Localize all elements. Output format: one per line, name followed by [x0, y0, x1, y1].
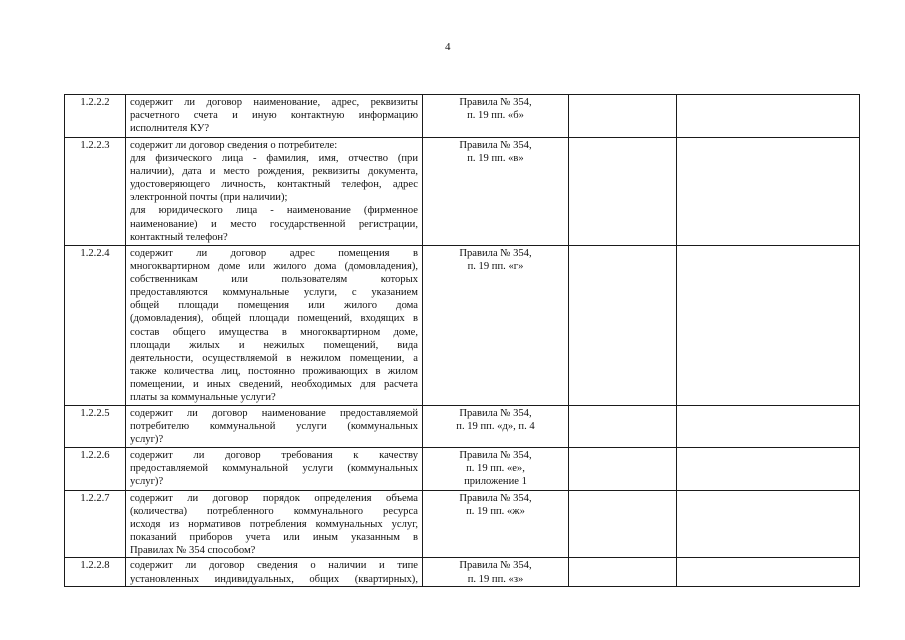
question-line: площади жилых и нежилых помещений, вида: [130, 339, 418, 351]
answer-cell: [569, 406, 677, 448]
question-cell: [126, 95, 423, 138]
question-line: предоставляемой коммунальной услуги (коммунальных: [130, 463, 418, 475]
answer-cell: [569, 558, 677, 586]
question-line: наличии), дата и место рождения, реквизиты документа,: [130, 166, 418, 178]
legal-reference-cell: [423, 95, 569, 138]
question-line: контактный телефон?: [130, 231, 228, 243]
question-line: установленных индивидуальных, общих (квартирных),: [130, 573, 418, 585]
question-line: потребителю коммунальной услуги (коммунальных: [130, 421, 418, 433]
item-number: 1.2.2.3: [65, 138, 126, 246]
legal-reference-line: Правила № 354,: [459, 450, 532, 461]
legal-reference-line: Правила № 354,: [459, 493, 532, 504]
inspection-checklist-table: [64, 94, 860, 587]
question-line: наименование) и место государственной регистрации,: [130, 218, 418, 230]
notes-cell: [677, 138, 860, 246]
question-line: содержит ли договор наименование, адрес, реквизиты: [130, 97, 418, 108]
table-row: [65, 406, 860, 448]
question-line: расчетного счета и иную контактную информацию: [130, 110, 418, 122]
table-row: [65, 138, 860, 246]
question-line: для физического лица - фамилия, имя, отчество (при: [130, 153, 418, 165]
answer-cell: [569, 491, 677, 558]
answer-cell: [569, 448, 677, 491]
question-line: услуг)?: [130, 476, 164, 488]
table-row: [65, 448, 860, 491]
question-cell: [126, 406, 423, 448]
table-row: [65, 558, 860, 586]
question-line: содержит ли договор порядок определения объема: [130, 493, 418, 504]
table-row: [65, 491, 860, 558]
legal-reference-cell: [423, 491, 569, 558]
legal-reference-line: п. 19 пп. «ж»: [466, 506, 525, 518]
question-line: содержит ли договор адрес помещения в: [130, 248, 418, 259]
question-line: услуг)?: [130, 434, 164, 446]
question-line: содержит ли договор наименование предоставляемой: [130, 408, 418, 419]
notes-cell: [677, 95, 860, 138]
legal-reference-line: приложение 1: [464, 476, 527, 488]
table-row: [65, 95, 860, 138]
question-line: Правилах № 354 способом?: [130, 545, 256, 557]
question-line: показаний приборов учета или иным указанным в: [130, 532, 418, 544]
legal-reference-cell: [423, 406, 569, 448]
legal-reference-line: Правила № 354,: [459, 140, 532, 151]
question-line: также количества лиц, постоянно проживающих в жилом: [130, 365, 418, 377]
legal-reference-line: Правила № 354,: [459, 408, 532, 419]
question-cell: [126, 246, 423, 406]
question-line: предоставляются коммунальные услуги, с указанием: [130, 287, 418, 299]
item-number: 1.2.2.6: [65, 448, 126, 491]
question-line: для юридического лица - наименование (фирменное: [130, 205, 418, 217]
legal-reference-line: п. 19 пп. «г»: [467, 261, 524, 273]
question-line: содержит ли договор сведения о потребителе:: [130, 140, 338, 151]
question-line: электронной почты (при наличии);: [130, 192, 288, 204]
question-cell: [126, 448, 423, 491]
notes-cell: [677, 246, 860, 406]
answer-cell: [569, 95, 677, 138]
legal-reference-line: Правила № 354,: [459, 248, 532, 259]
notes-cell: [677, 491, 860, 558]
question-line: состав общего имущества в многоквартирном доме,: [130, 326, 418, 338]
question-cell: [126, 558, 423, 586]
question-line: (количества) потребленного коммунального ресурса: [130, 506, 418, 518]
legal-reference-line: Правила № 354,: [459, 560, 532, 572]
item-number: 1.2.2.7: [65, 491, 126, 558]
question-line: собственникам или пользователям которых: [130, 274, 418, 286]
question-line: содержит ли договор сведения о наличии и типе: [130, 560, 418, 572]
question-line: исполнителя КУ?: [130, 123, 210, 135]
legal-reference-cell: [423, 558, 569, 586]
legal-reference-line: п. 19 пп. «з»: [467, 573, 524, 585]
notes-cell: [677, 558, 860, 586]
legal-reference-line: п. 19 пп. «д», п. 4: [456, 421, 535, 433]
legal-reference-line: п. 19 пп. «в»: [467, 153, 524, 165]
question-line: общей площади помещения или жилого дома: [130, 300, 418, 312]
question-line: (домовладения), общей площади помещений, входящих в: [130, 313, 418, 325]
legal-reference-cell: [423, 246, 569, 406]
question-line: помещении, и иных сведений, необходимых для расчета: [130, 378, 418, 390]
notes-cell: [677, 448, 860, 491]
notes-cell: [677, 406, 860, 448]
answer-cell: [569, 246, 677, 406]
question-line: деятельности, осуществляемой в нежилом помещении, а: [130, 352, 418, 364]
legal-reference-cell: [423, 138, 569, 246]
legal-reference-line: п. 19 пп. «б»: [467, 110, 524, 122]
legal-reference-cell: [423, 448, 569, 491]
page-number: 4: [445, 41, 451, 53]
item-number: 1.2.2.2: [65, 95, 126, 138]
question-cell: [126, 491, 423, 558]
question-cell: [126, 138, 423, 246]
question-line: платы за коммунальные услуги?: [130, 392, 276, 404]
question-line: исходя из нормативов потребления коммунальных услуг,: [130, 519, 418, 531]
legal-reference-line: Правила № 354,: [459, 97, 532, 108]
question-line: содержит ли договор требования к качеству: [130, 450, 418, 461]
question-line: многоквартирном доме или жилого дома (домовладения),: [130, 261, 418, 273]
answer-cell: [569, 138, 677, 246]
item-number: 1.2.2.8: [65, 558, 126, 586]
legal-reference-line: п. 19 пп. «е»,: [466, 463, 525, 475]
item-number: 1.2.2.4: [65, 246, 126, 406]
item-number: 1.2.2.5: [65, 406, 126, 448]
question-line: удостоверяющего личность, контактный телефон, адрес: [130, 179, 418, 191]
table-row: [65, 246, 860, 406]
